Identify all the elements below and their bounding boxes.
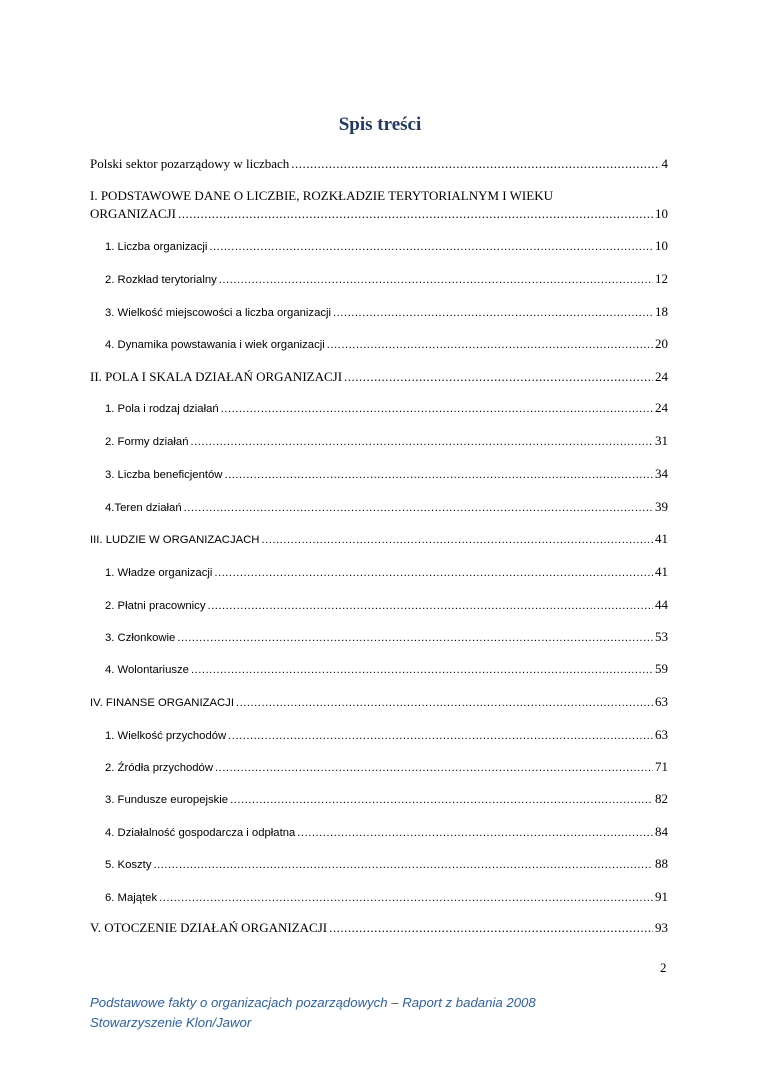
toc-entry[interactable]: [105, 304, 668, 321]
toc-entry-page: 84: [655, 824, 668, 839]
toc-entry-page: 41: [655, 531, 668, 546]
toc-leader-dots: [184, 500, 653, 516]
toc-entry[interactable]: [105, 629, 668, 646]
toc-entry-label: ORGANIZACJI: [90, 206, 176, 221]
toc-entry-label: Polski sektor pozarządowy w liczbach: [90, 156, 290, 171]
toc-leader-dots: [261, 532, 653, 548]
page-number: 2: [660, 960, 667, 975]
toc-leader-dots: [230, 792, 653, 808]
toc-entry-page: 34: [655, 466, 668, 481]
toc-leader-dots: [327, 337, 653, 353]
toc-entry[interactable]: [90, 694, 668, 711]
toc-entry[interactable]: [90, 206, 668, 222]
toc-entry-page: 71: [655, 759, 668, 774]
toc-entry[interactable]: [90, 156, 668, 172]
toc-entry[interactable]: [105, 336, 668, 353]
page-footer: [90, 993, 536, 1033]
toc-entry[interactable]: [105, 466, 668, 483]
toc-leader-dots: [344, 369, 653, 385]
toc-entry-label: III. LUDZIE W ORGANIZACJACH: [90, 534, 260, 546]
toc-entry-page: 63: [655, 694, 668, 709]
toc-leader-dots: [178, 206, 653, 222]
page-title: Spis treści: [338, 114, 422, 135]
toc-entry-page: 82: [655, 791, 668, 806]
toc-entry[interactable]: [105, 400, 668, 417]
toc-entry[interactable]: [90, 531, 668, 548]
toc-entry[interactable]: [105, 727, 668, 744]
toc-entry-label: 3. Członkowie: [105, 632, 176, 644]
toc-leader-dots: [215, 760, 653, 776]
toc-entry-label: II. POLA I SKALA DZIAŁAŃ ORGANIZACJI: [90, 369, 343, 384]
toc-entry-label: 1. Pola i rodzaj działań: [105, 403, 219, 415]
toc-entry-page: 24: [655, 369, 668, 384]
toc-leader-dots: [177, 630, 653, 646]
toc-entry[interactable]: [105, 856, 668, 873]
toc-entry[interactable]: [105, 597, 668, 614]
toc-entry[interactable]: [105, 564, 668, 581]
toc-entry-page: 88: [655, 856, 668, 871]
toc-entry-page: 91: [655, 889, 668, 904]
toc-leader-dots: [207, 598, 653, 614]
toc-entry-label-line1: I. PODSTAWOWE DANE O LICZBIE, ROZKŁADZIE TERYTORIALNYM I WIEKU: [90, 188, 553, 203]
footer-line: Stowarzyszenie Klon/Jawor: [90, 1015, 252, 1030]
toc-entry[interactable]: [105, 889, 668, 906]
toc-leader-dots: [209, 239, 653, 255]
toc-entry-page: 12: [655, 271, 668, 286]
toc-leader-dots: [236, 695, 653, 711]
toc-entry-label: 4.Teren działań: [105, 502, 182, 514]
toc-entry-page: 31: [655, 433, 668, 448]
toc-entry[interactable]: [105, 791, 668, 808]
toc-entry-page: 24: [655, 400, 668, 415]
toc-entry-page: 18: [655, 304, 668, 319]
toc-entry[interactable]: [90, 920, 668, 936]
toc-entry-page: 41: [655, 564, 668, 579]
toc-entry[interactable]: [105, 759, 668, 776]
toc-leader-dots: [191, 662, 653, 678]
toc-entry-page: 10: [655, 238, 668, 253]
toc-entry[interactable]: [90, 369, 668, 385]
toc-entry[interactable]: [105, 271, 668, 288]
toc-entry-page: 20: [655, 336, 668, 351]
toc-entry-label: 1. Władze organizacji: [105, 567, 213, 579]
toc-leader-dots: [297, 825, 653, 841]
toc-leader-dots: [159, 890, 653, 906]
toc-entry-label: 1. Liczba organizacji: [105, 241, 208, 253]
toc-entry-label: 3. Fundusze europejskie: [105, 794, 229, 806]
toc-entry-page: 4: [661, 156, 668, 171]
toc-entry-label: IV. FINANSE ORGANIZACJI: [90, 697, 234, 709]
toc-entry-label: 4. Działalność gospodarcza i odpłatna: [105, 827, 296, 839]
toc-entry-page: 63: [655, 727, 668, 742]
toc-leader-dots: [214, 565, 653, 581]
toc-entry-label: 6. Majątek: [105, 892, 158, 904]
toc-leader-dots: [191, 434, 653, 450]
toc-entry-page: 39: [655, 499, 668, 514]
toc-leader-dots: [333, 305, 653, 321]
toc-entry-label: 3. Liczba beneficjentów: [105, 469, 223, 481]
toc-entry[interactable]: [105, 824, 668, 841]
toc-entry-page: 93: [655, 920, 668, 935]
toc-entry[interactable]: [105, 499, 668, 516]
toc-entry-label: 1. Wielkość przychodów: [105, 730, 227, 742]
toc-entry-page: 53: [655, 629, 668, 644]
toc-entry[interactable]: [105, 238, 668, 255]
toc-leader-dots: [224, 467, 653, 483]
toc-leader-dots: [291, 156, 659, 172]
toc-entry-label: 4. Dynamika powstawania i wiek organizacji: [105, 339, 325, 351]
toc-entry-label: 3. Wielkość miejscowości a liczba organizacji: [105, 307, 332, 319]
toc-leader-dots: [329, 920, 653, 936]
toc-entry-page: 59: [655, 661, 668, 676]
toc-leader-dots: [219, 272, 653, 288]
toc-entry-label: 2. Źródła przychodów: [105, 762, 213, 774]
toc-entry[interactable]: [105, 433, 668, 450]
toc-entry-label: 4. Wolontariusze: [105, 664, 189, 676]
toc-entry-label: 5. Koszty: [105, 859, 152, 871]
toc-entry-page: 44: [655, 597, 668, 612]
toc-entry-label: 2. Formy działań: [105, 436, 189, 448]
toc-leader-dots: [228, 728, 653, 744]
toc-entry-label: 2. Rozkład terytorialny: [105, 274, 217, 286]
footer-line: Podstawowe fakty o organizacjach pozarządowych – Raport z badania 2008: [90, 995, 536, 1010]
toc-entry-label: V. OTOCZENIE DZIAŁAŃ ORGANIZACJI: [90, 920, 328, 935]
toc-entry-label: 2. Płatni pracownicy: [105, 600, 206, 612]
toc-entry[interactable]: [105, 661, 668, 678]
toc-leader-dots: [221, 401, 653, 417]
toc-leader-dots: [153, 857, 653, 873]
toc-entry-page: 10: [655, 206, 668, 221]
